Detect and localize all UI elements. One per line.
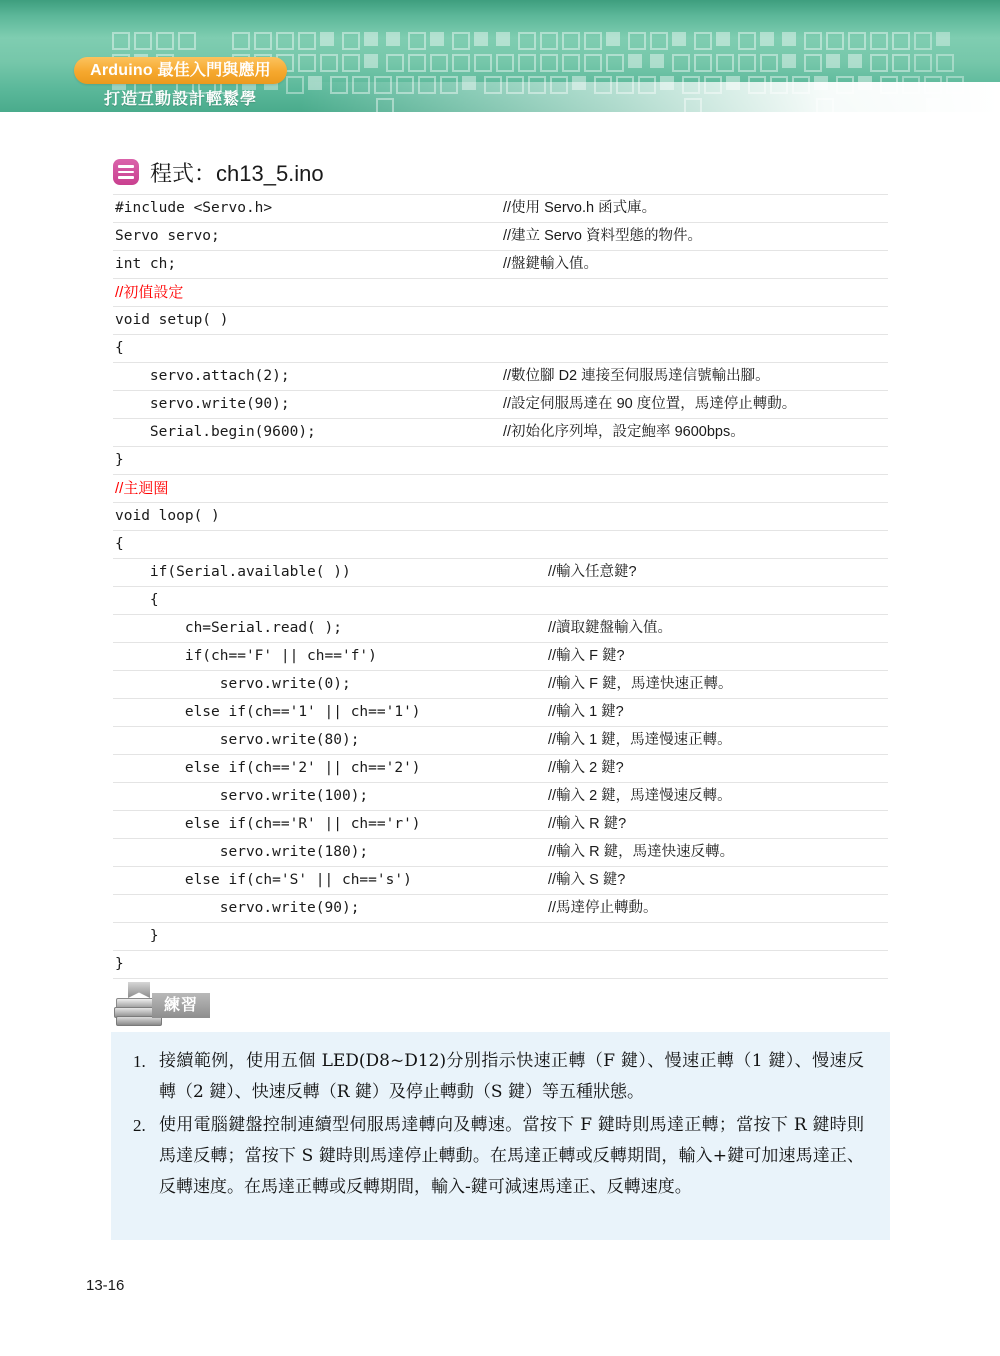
- comment-cell: [503, 447, 888, 475]
- banner-square: [232, 32, 250, 50]
- banner-square: [606, 32, 620, 46]
- banner-square: [408, 54, 426, 72]
- banner-square: [112, 32, 130, 50]
- code-text: servo.write(80);: [115, 732, 360, 748]
- comment-cell: [503, 727, 888, 755]
- comment-text: //輸入 1 鍵?: [548, 704, 624, 720]
- code-row: [113, 419, 888, 447]
- banner-square: [474, 54, 492, 72]
- comment-cell: [503, 699, 888, 727]
- banner-square: [650, 54, 664, 68]
- code-cell: [113, 503, 503, 531]
- code-cell: [113, 335, 503, 363]
- banner-square: [298, 32, 316, 50]
- code-row: [113, 615, 888, 643]
- banner-square: [518, 32, 536, 50]
- comment-text: //輸入 2 鍵，馬達慢速反轉。: [548, 788, 732, 804]
- bookmark-icon: [128, 982, 150, 998]
- banner-square: [892, 32, 910, 50]
- comment-text: //輸入 S 鍵?: [548, 872, 626, 888]
- code-text: servo.write(90);: [115, 396, 290, 412]
- code-cell: [113, 923, 503, 951]
- comment-cell: [503, 783, 888, 811]
- code-cell: [113, 727, 503, 755]
- code-text: servo.attach(2);: [115, 368, 290, 384]
- code-comment-text: //主迴圈: [115, 480, 169, 497]
- banner-square: [496, 32, 510, 46]
- banner-square: [848, 54, 862, 68]
- comment-cell: [503, 923, 888, 951]
- banner-square: [134, 32, 152, 50]
- code-cell: [113, 643, 503, 671]
- exercise-item-number: 2.: [133, 1116, 146, 1135]
- banner-square: [364, 54, 378, 68]
- comment-cell: [503, 895, 888, 923]
- comment-cell: [503, 867, 888, 895]
- code-cell: [113, 951, 503, 979]
- comment-cell: [503, 839, 888, 867]
- banner-square: [892, 54, 910, 72]
- code-row: [113, 783, 888, 811]
- code-text: servo.write(100);: [115, 788, 369, 804]
- code-row: [113, 727, 888, 755]
- comment-text: //建立 Servo 資料型態的物件。: [503, 228, 702, 244]
- comment-cell: [503, 335, 888, 363]
- comment-cell: [503, 587, 888, 615]
- comment-text: //讀取鍵盤輸入值。: [548, 620, 673, 636]
- comment-cell: [503, 615, 888, 643]
- code-cell: [113, 195, 503, 223]
- comment-cell: [503, 363, 888, 391]
- banner-square: [804, 54, 822, 72]
- banner-square: [738, 54, 756, 72]
- code-row: [113, 223, 888, 251]
- comment-cell: [503, 755, 888, 783]
- comment-cell: [503, 251, 888, 279]
- banner-square: [672, 54, 690, 72]
- comment-text: //輸入 1 鍵，馬達慢速正轉。: [548, 732, 732, 748]
- code-cell: [113, 895, 503, 923]
- banner-square: [254, 32, 272, 50]
- comment-text: //輸入 R 鍵，馬達快速反轉。: [548, 844, 735, 860]
- code-text: servo.write(180);: [115, 844, 369, 860]
- exercise-item: [133, 1046, 864, 1108]
- banner-square: [320, 54, 338, 72]
- banner-square: [320, 32, 334, 46]
- banner-square: [628, 32, 646, 50]
- comment-cell: [503, 223, 888, 251]
- comment-cell: [503, 559, 888, 587]
- code-cell: [113, 475, 503, 503]
- banner-square: [826, 54, 840, 68]
- banner-square: [694, 54, 712, 72]
- code-row: [113, 279, 888, 307]
- code-cell: [113, 447, 503, 475]
- exercise-item: [133, 1110, 864, 1203]
- banner-square: [408, 32, 426, 50]
- comment-text: //輸入 F 鍵?: [548, 648, 625, 664]
- program-heading-label: 程式：ch13_5.ino: [150, 160, 324, 186]
- code-text: void setup( ): [115, 312, 229, 328]
- banner-square: [342, 32, 360, 50]
- code-row: [113, 559, 888, 587]
- code-text: ch=Serial.read( );: [115, 620, 342, 636]
- code-cell: [113, 867, 503, 895]
- code-text: else if(ch='S' || ch=='s'): [115, 872, 412, 888]
- banner-square: [298, 54, 316, 72]
- banner-square: [936, 32, 950, 46]
- code-cell: [113, 755, 503, 783]
- exercise-item-number: 1.: [133, 1052, 146, 1071]
- code-text: }: [115, 956, 124, 972]
- code-listing-table: [113, 194, 888, 979]
- banner-square: [156, 32, 174, 50]
- comment-cell: [503, 531, 888, 559]
- banner-square: [178, 32, 196, 50]
- comment-text: //輸入 2 鍵?: [548, 760, 624, 776]
- code-text: }: [115, 452, 124, 468]
- banner-square: [694, 32, 712, 50]
- code-row: [113, 895, 888, 923]
- code-cell: [113, 839, 503, 867]
- code-text: {: [115, 592, 159, 608]
- code-row: [113, 475, 888, 503]
- exercise-list: [133, 1046, 864, 1203]
- code-cell: [113, 811, 503, 839]
- banner-square: [386, 54, 404, 72]
- code-row: [113, 335, 888, 363]
- banner-square: [364, 32, 378, 46]
- code-text: if(Serial.available( )): [115, 564, 351, 580]
- code-cell: [113, 587, 503, 615]
- code-row: [113, 867, 888, 895]
- code-cell: [113, 279, 503, 307]
- banner-square: [826, 32, 844, 50]
- code-cell: [113, 363, 503, 391]
- comment-text: //數位腳 D2 連接至伺服馬達信號輸出腳。: [503, 368, 770, 384]
- banner-square: [562, 54, 580, 72]
- banner-square: [804, 32, 822, 50]
- comment-text: //盤鍵輸入值。: [503, 256, 599, 272]
- book-title-badge: Arduino 最佳入門與應用: [74, 57, 287, 84]
- banner-square: [870, 54, 888, 72]
- code-text: #include <Servo.h>: [115, 200, 273, 216]
- banner-fade-overlay: [300, 82, 1000, 112]
- code-cell: [113, 419, 503, 447]
- banner-square: [540, 54, 558, 72]
- comment-cell: [503, 307, 888, 335]
- code-cell: [113, 615, 503, 643]
- code-text: if(ch=='F' || ch=='f'): [115, 648, 377, 664]
- exercise-item-text: 使用電腦鍵盤控制連續型伺服馬達轉向及轉速。當按下 F 鍵時則馬達正轉；當按下 R 鍵時則馬達反轉；當按下 S 鍵時則馬達停止轉動。在馬達正轉或反轉期間，輸入+鍵可加速馬達正、反轉速度。在馬達正轉或反轉期間，輸入-鍵可減速馬達正、反轉速度。: [159, 1115, 864, 1197]
- comment-text: //輸入 R 鍵?: [548, 816, 627, 832]
- banner-square: [716, 32, 730, 46]
- code-text: {: [115, 536, 124, 552]
- code-comment-text: //初值設定: [115, 284, 184, 301]
- code-text: void loop( ): [115, 508, 220, 524]
- banner-square: [782, 54, 796, 68]
- banner-square: [386, 32, 400, 46]
- comment-text: //設定伺服馬達在 90 度位置，馬達停止轉動。: [503, 396, 797, 412]
- banner-square: [738, 32, 756, 50]
- code-row: [113, 587, 888, 615]
- exercise-label: 練習: [152, 993, 210, 1018]
- banner-square: [562, 32, 580, 50]
- comment-text: //輸入任意鍵?: [548, 564, 637, 580]
- code-row: [113, 531, 888, 559]
- comment-text: //使用 Servo.h 函式庫。: [503, 200, 657, 216]
- banner-square: [474, 32, 488, 46]
- banner-square: [430, 54, 448, 72]
- banner-square: [628, 54, 642, 68]
- code-text: Serial.begin(9600);: [115, 424, 316, 440]
- code-row: [113, 251, 888, 279]
- comment-cell: [503, 643, 888, 671]
- code-text: Servo servo;: [115, 228, 220, 244]
- banner-square: [496, 54, 514, 72]
- code-row: [113, 811, 888, 839]
- banner-square: [584, 54, 602, 72]
- comment-cell: [503, 419, 888, 447]
- banner-square: [584, 32, 602, 50]
- comment-cell: [503, 391, 888, 419]
- banner-square: [760, 54, 778, 72]
- hamburger-icon: [113, 159, 139, 185]
- code-cell: [113, 223, 503, 251]
- code-row: [113, 195, 888, 223]
- comment-cell: [503, 671, 888, 699]
- banner-square: [342, 54, 360, 72]
- code-row: [113, 699, 888, 727]
- exercise-icon: [112, 980, 212, 1026]
- code-row: [113, 755, 888, 783]
- banner-square: [914, 32, 932, 50]
- banner-square: [606, 54, 624, 72]
- code-row: [113, 307, 888, 335]
- book-subtitle: 打造互動設計輕鬆學: [103, 91, 257, 108]
- comment-cell: [503, 811, 888, 839]
- banner-square: [452, 32, 470, 50]
- code-row: [113, 839, 888, 867]
- code-row: [113, 447, 888, 475]
- code-text: servo.write(90);: [115, 900, 360, 916]
- code-row: [113, 391, 888, 419]
- code-text: {: [115, 340, 124, 356]
- exercise-item-text: 接續範例，使用五個 LED(D8~D12)分別指示快速正轉（F 鍵）、慢速正轉（1 鍵）、慢速反轉（2 鍵）、快速反轉（R 鍵）及停止轉動（S 鍵）等五種狀態。: [159, 1051, 864, 1102]
- code-text: else if(ch=='1' || ch=='1'): [115, 704, 421, 720]
- comment-cell: [503, 279, 888, 307]
- program-heading: [113, 155, 324, 189]
- comment-cell: [503, 475, 888, 503]
- code-cell: [113, 307, 503, 335]
- code-text: servo.write(0);: [115, 676, 351, 692]
- code-cell: [113, 699, 503, 727]
- code-cell: [113, 391, 503, 419]
- page-number: 13-16: [86, 1277, 125, 1294]
- banner-square: [848, 32, 866, 50]
- banner-square: [782, 32, 796, 46]
- comment-text: //輸入 F 鍵，馬達快速正轉。: [548, 676, 733, 692]
- banner-square: [870, 32, 888, 50]
- banner-square: [936, 54, 954, 72]
- banner-square: [672, 32, 686, 46]
- code-row: [113, 363, 888, 391]
- code-cell: [113, 251, 503, 279]
- code-text: int ch;: [115, 256, 177, 272]
- code-cell: [113, 783, 503, 811]
- comment-cell: [503, 195, 888, 223]
- banner-square: [452, 54, 470, 72]
- code-cell: [113, 671, 503, 699]
- exercise-box: [111, 1032, 890, 1240]
- code-text: }: [115, 928, 159, 944]
- banner-square: [540, 32, 558, 50]
- comment-cell: [503, 951, 888, 979]
- banner-square: [716, 54, 734, 72]
- banner-square: [760, 32, 774, 46]
- comment-text: //馬達停止轉動。: [548, 900, 658, 916]
- code-row: [113, 503, 888, 531]
- code-row: [113, 671, 888, 699]
- code-text: else if(ch=='2' || ch=='2'): [115, 760, 421, 776]
- comment-text: //初始化序列埠，設定鮑率 9600bps。: [503, 424, 745, 440]
- banner-square: [650, 32, 668, 50]
- code-row: [113, 923, 888, 951]
- page-header-banner: [0, 0, 1000, 112]
- banner-square: [430, 32, 444, 46]
- banner-square: [914, 54, 932, 72]
- banner-square: [518, 54, 536, 72]
- code-text: else if(ch=='R' || ch=='r'): [115, 816, 421, 832]
- code-cell: [113, 531, 503, 559]
- banner-square: [276, 32, 294, 50]
- code-row: [113, 951, 888, 979]
- code-cell: [113, 559, 503, 587]
- code-row: [113, 643, 888, 671]
- comment-cell: [503, 503, 888, 531]
